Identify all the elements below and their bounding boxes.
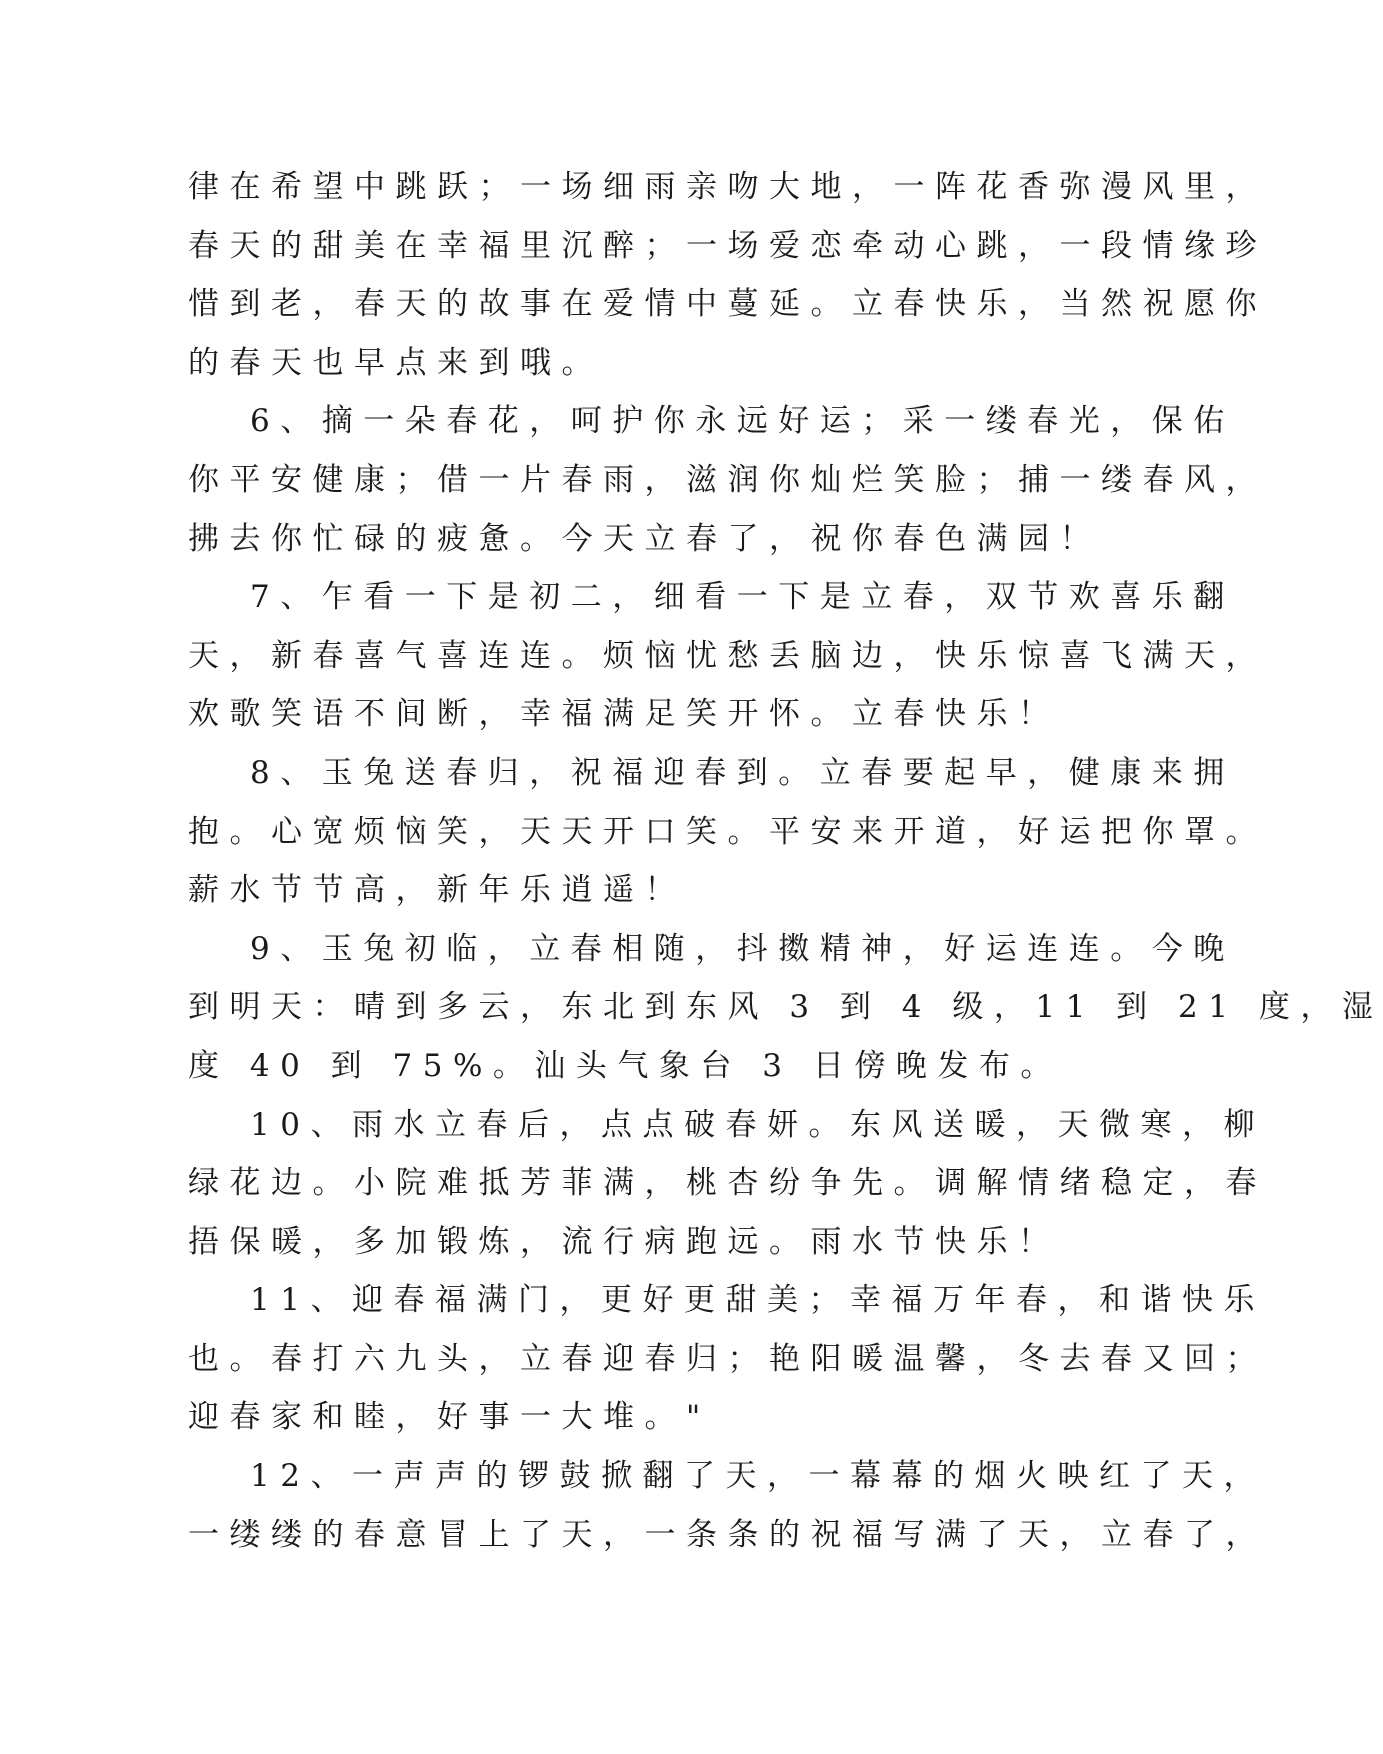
paragraph-start-line: 8、玉兔送春归，祝福迎春到。立春要起早，健康来拥 [250, 754, 1235, 791]
text-line: 欢歌笑语不间断，幸福满足笑开怀。立春快乐！ [188, 696, 1060, 733]
text-line: 天，新春喜气喜连连。烦恼忧愁丢脑边，快乐惊喜飞满天， [188, 637, 1267, 674]
text-line: 你平安健康；借一片春雨，滋润你灿烂笑脸；捕一缕春风， [188, 461, 1267, 498]
text-line: 绿花边。小院难抵芳菲满，桃杏纷争先。调解情绪稳定，春 [188, 1165, 1267, 1202]
document-body [188, 158, 1383, 1564]
text-line: 春天的甜美在幸福里沉醉；一场爱恋牵动心跳，一段情缘珍 [188, 227, 1267, 264]
text-line: 也。春打六九头，立春迎春归；艳阳暖温馨，冬去春又回； [188, 1340, 1267, 1377]
text-line: 抱。心宽烦恼笑，天天开口笑。平安来开道，好运把你罩。 [188, 813, 1267, 850]
text-line: 一缕缕的春意冒上了天，一条条的祝福写满了天，立春了， [188, 1516, 1267, 1553]
text-line: 的春天也早点来到哦。 [188, 344, 603, 381]
text-line: 迎春家和睦，好事一大堆。" [188, 1399, 711, 1436]
text-line: 律在希望中跳跃；一场细雨亲吻大地，一阵花香弥漫风里， [188, 169, 1267, 205]
paragraph-start-line: 10、雨水立春后，点点破春妍。东风送暖，天微寒，柳 [250, 1106, 1265, 1143]
text-line: 到明天：晴到多云，东北到东风 3 到 4 级，11 到 21 度，湿 [188, 989, 1383, 1026]
paragraph-start-line: 11、迎春福满门，更好更甜美；幸福万年春，和谐快乐 [250, 1282, 1265, 1319]
paragraph-start-line: 9、玉兔初临，立春相随，抖擞精神，好运连连。今晚 [250, 930, 1235, 967]
text-line: 度 40 到 75%。汕头气象台 3 日傍晚发布。 [188, 1047, 1062, 1084]
paragraph-start-line: 7、乍看一下是初二，细看一下是立春，双节欢喜乐翻 [250, 579, 1235, 616]
text-line: 拂去你忙碌的疲惫。今天立春了，祝你春色满园！ [188, 520, 1101, 557]
text-line: 惜到老，春天的故事在爱情中蔓延。立春快乐，当然祝愿你 [188, 286, 1267, 323]
paragraph-start-line: 12、一声声的锣鼓掀翻了天，一幕幕的烟火映红了天， [250, 1458, 1265, 1495]
paragraph-start-line: 6、摘一朵春花，呵护你永远好运；采一缕春光，保佑 [250, 403, 1235, 440]
text-line: 薪水节节高，新年乐逍遥！ [188, 872, 686, 909]
text-line: 捂保暖，多加锻炼，流行病跑远。雨水节快乐！ [188, 1223, 1060, 1260]
